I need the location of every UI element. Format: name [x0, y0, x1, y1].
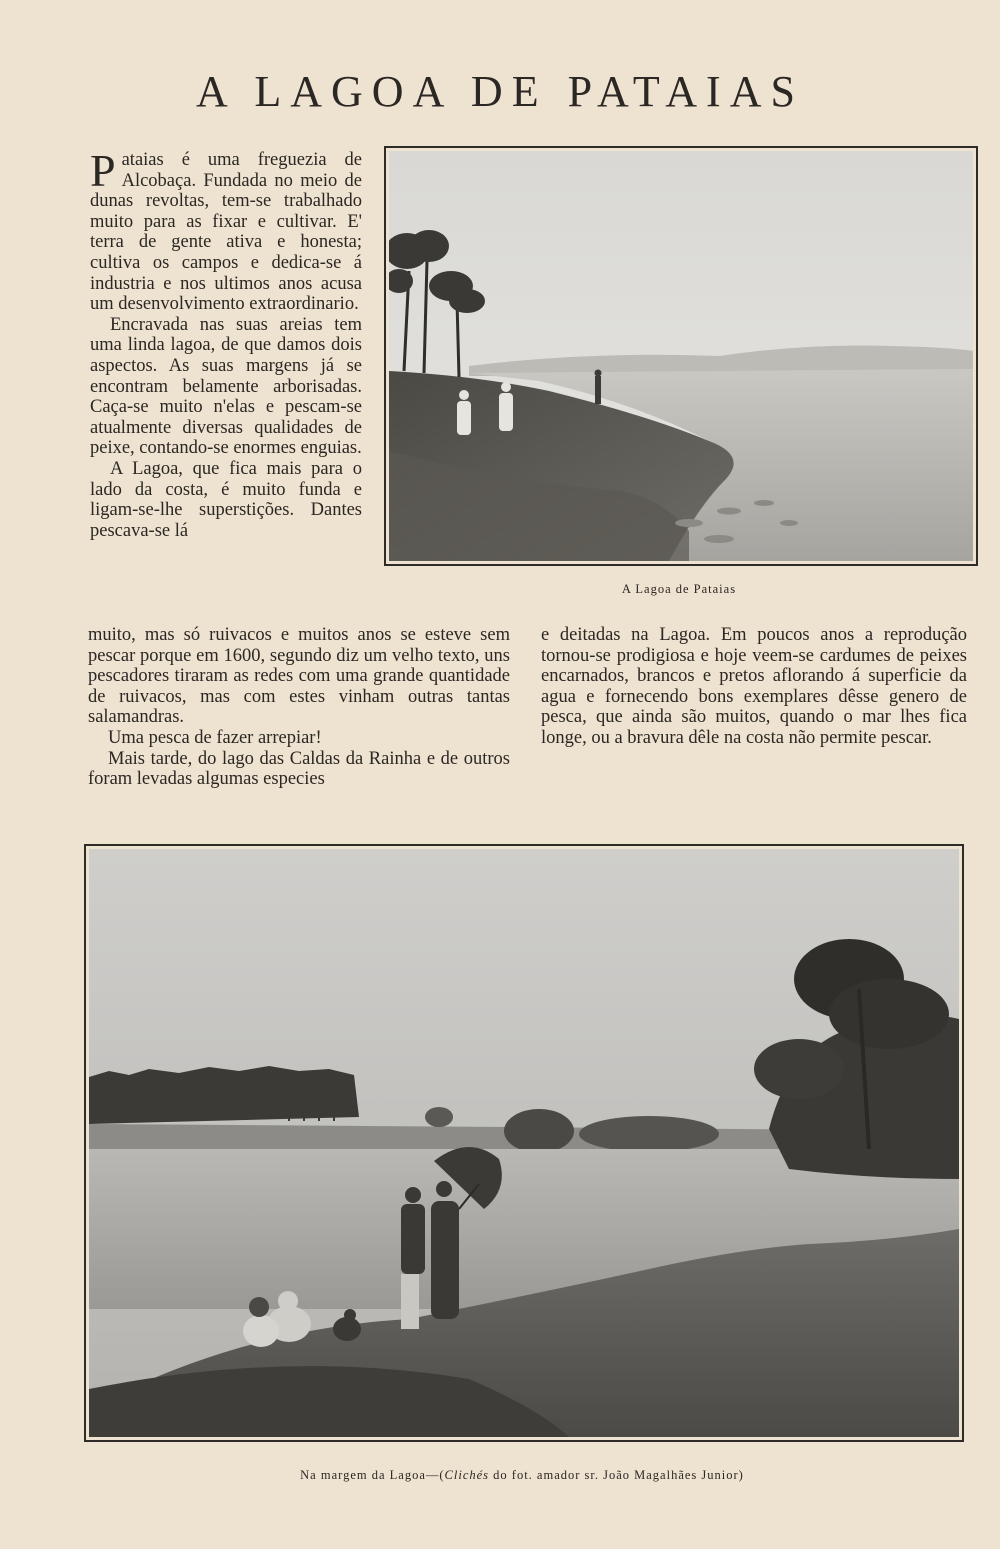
caption-2-credit: do fot. amador sr. João Magalhães Junior) — [489, 1468, 744, 1482]
photo-caption-2 — [84, 1468, 960, 1483]
photo-caption-1: A Lagoa de Pataias — [621, 582, 737, 596]
article-column-right — [541, 625, 967, 749]
paragraph-6: Mais tarde, do lago das Caldas da Rainha e de outros foram levadas algumas especies — [88, 748, 510, 790]
caption-2-text: Na margem da Lagoa—( — [300, 1468, 445, 1482]
photo-na-margem-da-lagoa — [84, 844, 964, 1442]
paragraph-5: Uma pesca de fazer arrepiar! — [108, 727, 322, 748]
lagoon-shore-photo-icon — [389, 151, 973, 561]
paragraph-7: e deitadas na Lagoa. Em poucos anos a reprodução tornou-se prodigiosa e hoje veem-se cardumes de peixes encarnados, brancos e pretos aflorando á superficie da agua e fornecendo bons exemplares dêsse genero de pesca, que ainda são muitos, quando o mar lhes fica longe, ou a bravura dêle na costa não permite pescar. — [541, 625, 967, 748]
paragraph-3: A Lagoa, que fica mais para o lado da costa, é muito funda e ligam-se-lhe superstições. Dantes pescava-se lá — [90, 458, 362, 541]
caption-2-italic: Clichés — [444, 1468, 490, 1482]
article-title: A LAGOA DE PATAIAS — [196, 67, 804, 116]
paragraph-1-text: ataias é uma freguezia de Alcobaça. Fundada no meio de dunas revoltas, tem-se trabalhado muito para as fixar e cultivar. E' terra de gente ativa e honesta; cultiva os campos e dedica-se á industria e nos ultimos anos acusa um desenvolvimento extraordinario. — [90, 150, 362, 315]
lagoon-margin-photo-icon — [89, 849, 959, 1437]
paragraph-4: muito, mas só ruivacos e muitos anos se esteve sem pescar porque em 1600, segundo diz um velho texto, uns pescadores tiraram as redes com uma grande quantidade de ruivacos, mas com estes vinham outras tantas salamandras. — [88, 625, 510, 728]
paragraph-2: Encravada nas suas areias tem uma linda lagoa, de que damos dois aspectos. As suas margens já se encontram belamente arborisadas. Caça-se muito n'elas e pescam-se atualmente diversas qualidades de peixe, contando-se enormes enguias. — [90, 314, 362, 459]
drop-cap: P — [90, 145, 116, 196]
photo-lagoa-de-pataias — [384, 146, 978, 566]
article-column-left-bottom — [88, 625, 510, 790]
paragraph-1 — [90, 145, 362, 315]
article-column-left-top — [90, 145, 362, 541]
